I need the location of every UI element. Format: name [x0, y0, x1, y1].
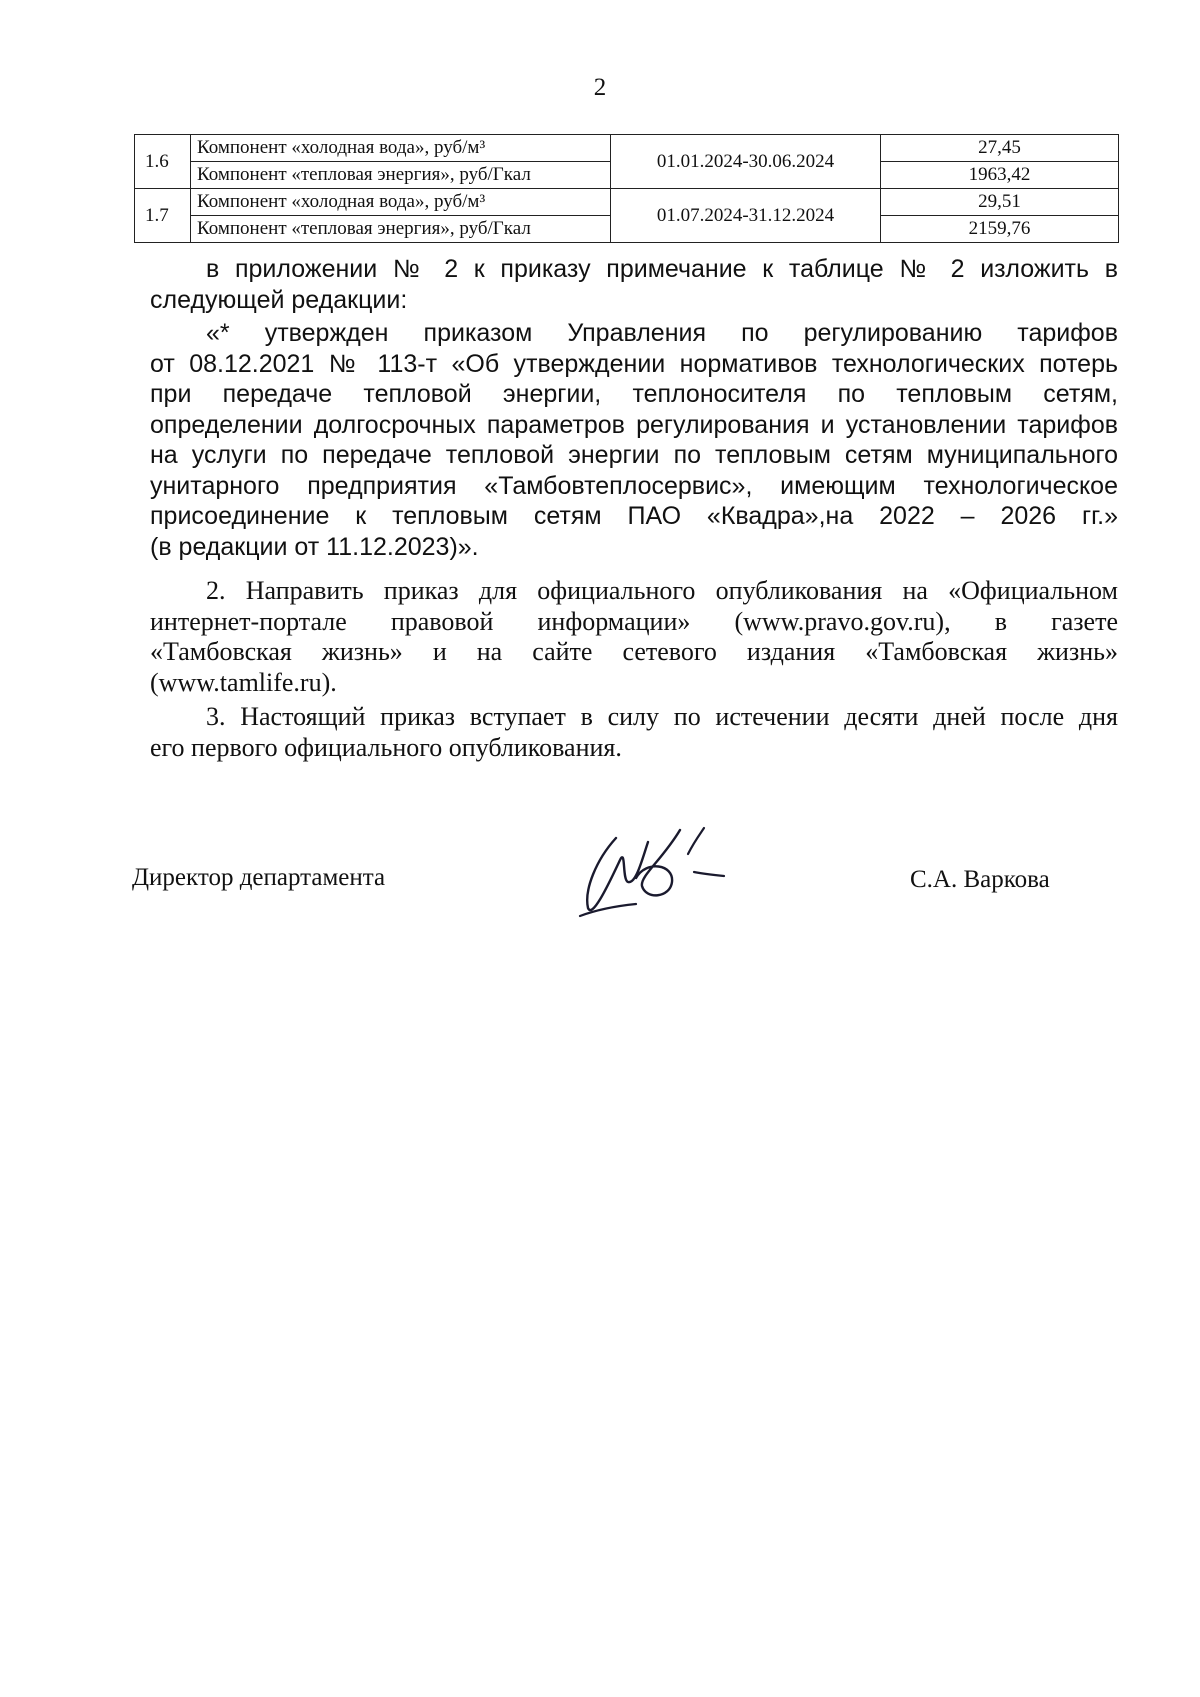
- table-row: [135, 135, 1119, 162]
- tariff-value: 29,51: [881, 189, 1119, 216]
- paragraph-publication: [150, 576, 1118, 698]
- tariff-table: [134, 134, 1119, 243]
- tariff-value: 1963,42: [881, 162, 1119, 189]
- text-line: «Тамбовская жизнь» и на сайте сетевого издания «Тамбовская жизнь»: [150, 637, 1118, 666]
- paragraph-annex-note: [150, 254, 1118, 315]
- handwritten-signature: [576, 820, 746, 930]
- text-line: 2. Направить приказ для официального опубликования на «Официальном: [206, 576, 1118, 605]
- period-cell: 01.07.2024-31.12.2024: [611, 189, 881, 243]
- signatory-name: С.А. Варкова: [910, 866, 1050, 893]
- text-line: унитарного предприятия «Тамбовтеплосервис», имеющим технологическое: [150, 471, 1118, 500]
- text-line: «* утвержден приказом Управления по регулированию тарифов: [206, 319, 1118, 347]
- period-cell: 01.01.2024-30.06.2024: [611, 135, 881, 189]
- component-label: Компонент «тепловая энергия», руб/Гкал: [191, 216, 611, 243]
- text-line: следующей редакции:: [150, 285, 408, 314]
- component-label: Компонент «холодная вода», руб/м³: [191, 189, 611, 216]
- component-label: Компонент «тепловая энергия», руб/Гкал: [191, 162, 611, 189]
- text-line: (в редакции от 11.12.2023)».: [150, 532, 479, 561]
- text-line: от 08.12.2021 № 113-т «Об утверждении нормативов технологических потерь: [150, 349, 1118, 378]
- page-number: 2: [593, 74, 607, 101]
- paragraph-footnote: [150, 318, 1118, 562]
- signatory-title: Директор департамента: [132, 864, 386, 891]
- text-line: 3. Настоящий приказ вступает в силу по истечении десяти дней после дня: [206, 702, 1118, 731]
- row-number: 1.7: [135, 189, 191, 243]
- paragraph-effective-date: [150, 702, 1118, 763]
- text-line: присоединение к тепловым сетям ПАО «Квадра»,на 2022 – 2026 гг.»: [150, 502, 1118, 530]
- text-line: его первого официального опубликования.: [150, 732, 622, 762]
- text-line: на услуги по передаче тепловой энергии по тепловым сетям муниципального: [150, 441, 1118, 469]
- row-number: 1.6: [135, 135, 191, 189]
- tariff-value: 27,45: [881, 135, 1119, 162]
- text-line: интернет-портале правовой информации» (www.pravo.gov.ru), в газете: [150, 606, 1118, 636]
- table-row: [135, 189, 1119, 216]
- text-line: определении долгосрочных параметров регулирования и установлении тарифов: [150, 410, 1118, 439]
- component-label: Компонент «холодная вода», руб/м³: [191, 135, 611, 162]
- text-line: в приложении № 2 к приказу примечание к таблице № 2 изложить в: [206, 255, 1118, 283]
- text-line: (www.tamlife.ru).: [150, 667, 337, 697]
- tariff-value: 2159,76: [881, 216, 1119, 243]
- text-line: при передаче тепловой энергии, теплоносителя по тепловым сетям,: [150, 380, 1118, 408]
